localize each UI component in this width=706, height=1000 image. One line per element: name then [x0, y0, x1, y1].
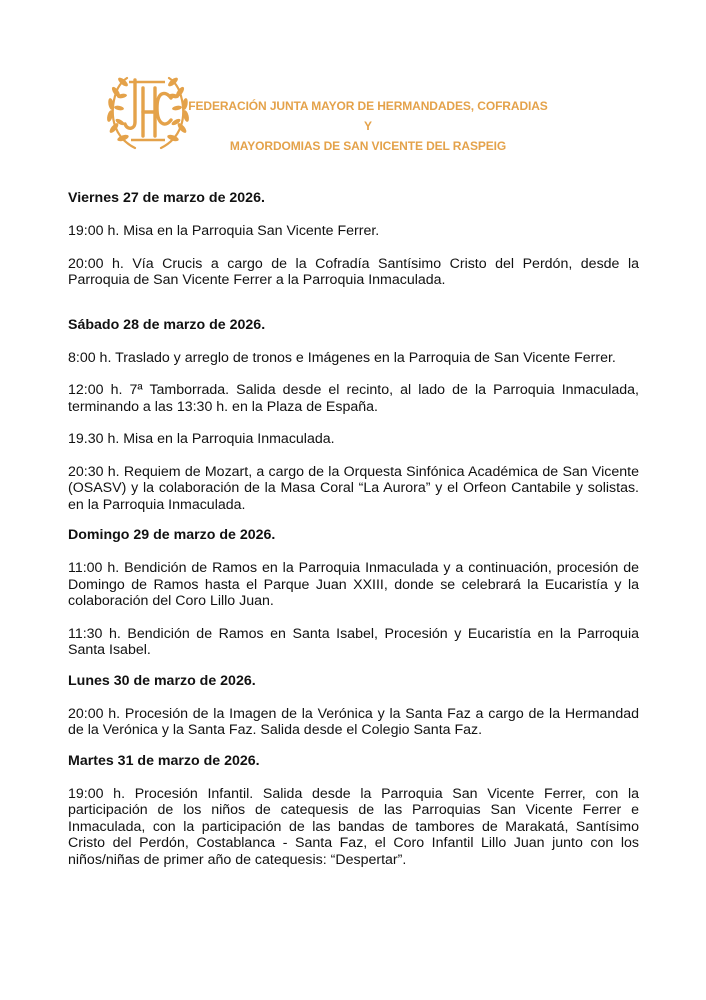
day-section-viernes — [68, 190, 639, 289]
day-section-domingo — [68, 527, 639, 659]
event-entry: 12:00 h. 7ª Tamborrada. Salida desde el recinto, al lado de la Parroquia Inmaculada, terminando a las 13:30 h. en la Plaza de España. — [68, 382, 639, 415]
event-entry: 20:00 h. Procesión de la Imagen de la Verónica y la Santa Faz a cargo de la Hermandad de la Verónica y la Santa Faz. Salida desde el Colegio Santa Faz. — [68, 705, 639, 738]
day-section-lunes — [68, 673, 639, 739]
event-entry: 19:00 h. Misa en la Parroquia San Vicente Ferrer. — [68, 223, 380, 239]
day-heading: Domingo 29 de marzo de 2026. — [68, 527, 276, 543]
schedule-content — [68, 190, 639, 884]
day-heading: Viernes 27 de marzo de 2026. — [68, 190, 265, 206]
event-entry: 19:00 h. Procesión Infantil. Salida desde la Parroquia San Vicente Ferrer, con la participación de los niños de catequesis de las Parroquias San Vicente Ferrer e Inmaculada, con la participación de las bandas de tambores de Marakatá, Santísimo Cristo del Perdón, Costablanca - Santa Faz, el Coro Infantil Lillo Juan junto con los niños/niñas de primer año de catequesis: “Despertar”. — [68, 785, 639, 868]
day-section-sabado — [68, 317, 639, 514]
event-entry: 19.30 h. Misa en la Parroquia Inmaculada. — [68, 431, 335, 447]
organization-title — [188, 96, 548, 156]
event-entry: 20:00 h. Vía Crucis a cargo de la Cofradía Santísimo Cristo del Perdón, desde la Parroquia de San Vicente Ferrer a la Parroquia Inmaculada. — [68, 255, 639, 288]
event-entry: 20:30 h. Requiem de Mozart, a cargo de la Orquesta Sinfónica Académica de San Vicente (OSASV) y la colaboración de la Masa Coral “La Aurora” y el Orfeon Cantabile y solistas. en la Parroquia Inmaculada. — [68, 463, 639, 513]
event-entry: 8:00 h. Traslado y arreglo de tronos e Imágenes en la Parroquia de San Vicente Ferrer. — [68, 349, 616, 366]
day-section-martes — [68, 753, 639, 869]
day-heading: Martes 31 de marzo de 2026. — [68, 752, 260, 769]
event-entry: 11:00 h. Bendición de Ramos en la Parroquia Inmaculada y a continuación, procesión de Domingo de Ramos hasta el Parque Juan XXIII, donde se celebrará la Eucaristía y la colaboración del Coro Lillo Juan. — [68, 560, 639, 609]
day-heading: Lunes 30 de marzo de 2026. — [68, 672, 256, 689]
organization-title-line1: FEDERACIÓN JUNTA MAYOR DE HERMANDADES, COFRADIAS Y — [188, 99, 548, 133]
event-entry: 11:30 h. Bendición de Ramos en Santa Isabel, Procesión y Eucaristía en la Parroquia Santa Isabel. — [68, 625, 639, 658]
organization-title-line2: MAYORDOMIAS DE SAN VICENTE DEL RASPEIG — [229, 139, 507, 153]
federation-crest-icon — [105, 70, 191, 154]
day-heading: Sábado 28 de marzo de 2026. — [68, 316, 266, 333]
